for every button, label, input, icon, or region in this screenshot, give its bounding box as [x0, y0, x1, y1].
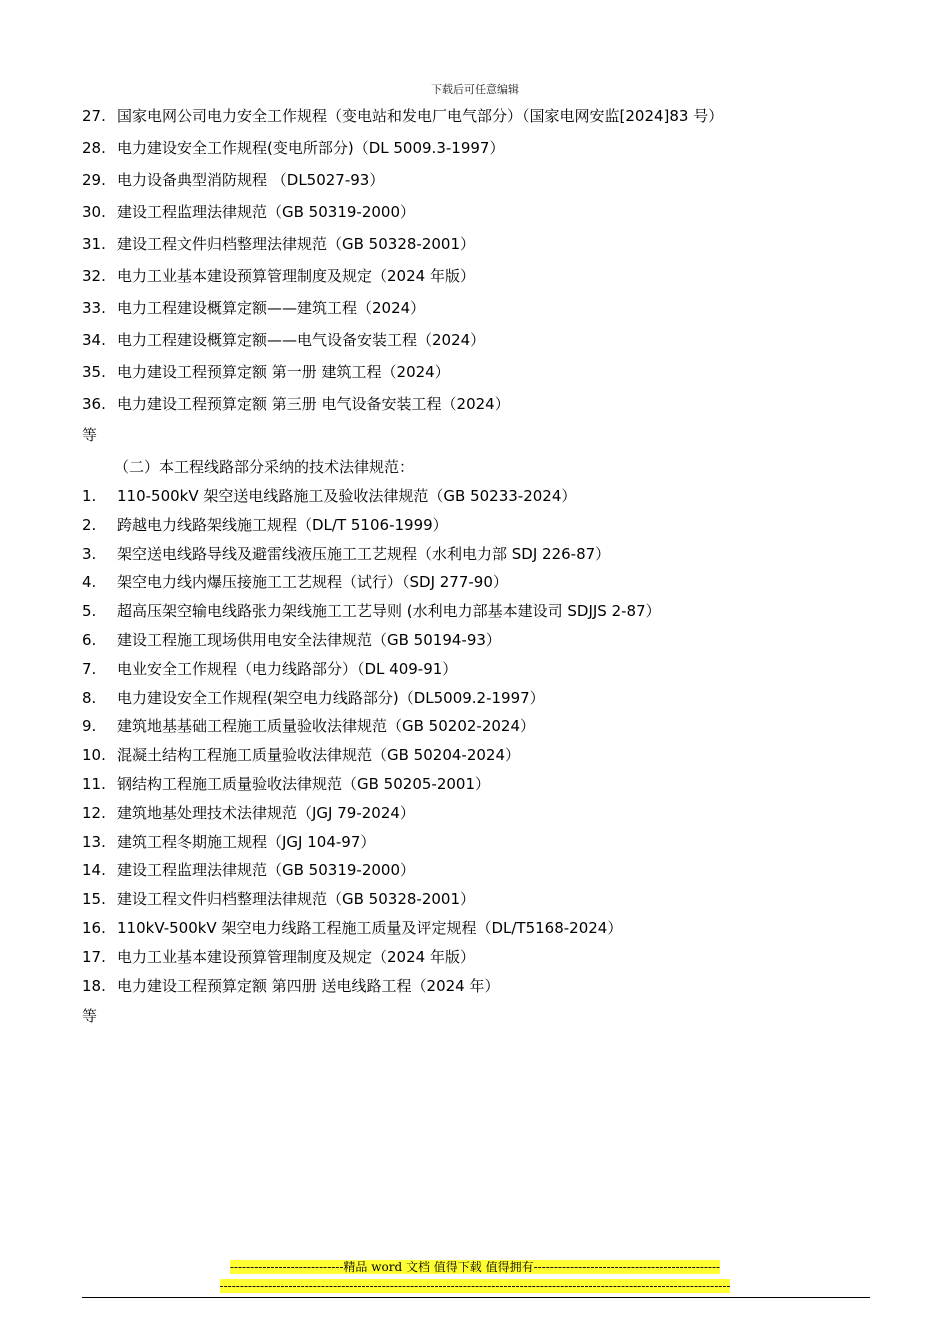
item-number: 34. [82, 331, 106, 349]
item-text: 电力建设工程预算定额 第三册 电气设备安装工程（2024） [117, 395, 510, 413]
item-text: 建设工程监理法律规范（GB 50319-2000） [117, 203, 415, 221]
list-item [82, 200, 723, 232]
item-number: 5. [82, 602, 97, 621]
list-item [82, 772, 661, 801]
list-item [82, 264, 723, 296]
list-tail-etc: 等 [82, 1007, 98, 1025]
footer-dashes [0, 1278, 950, 1295]
item-text: 混凝土结构工程施工质量验收法律规范（GB 50204-2024） [117, 746, 520, 765]
list-item [82, 542, 661, 571]
item-number: 9. [82, 717, 97, 736]
item-text: 建设工程监理法律规范（GB 50319-2000） [117, 861, 415, 880]
item-text: 架空送电线路导线及避雷线液压施工工艺规程（水利电力部 SDJ 226-87） [117, 544, 611, 563]
item-text: 架空电力线内爆压接施工工艺规程（试行）（SDJ 277-90） [117, 573, 508, 592]
item-number: 13. [82, 832, 106, 851]
item-number: 14. [82, 861, 106, 880]
list-item [82, 945, 661, 974]
footer-dashes-text: ------------------------------------------------------------------------------------------------------------------------------ [219, 1279, 731, 1293]
item-text: 建设工程施工现场供用电安全法律规范（GB 50194-93） [117, 630, 501, 649]
item-text: 钢结构工程施工质量验收法律规范（GB 50205-2001） [117, 774, 490, 793]
list-item [82, 887, 661, 916]
list-item [82, 916, 661, 945]
item-text: 电力工业基本建设预算管理制度及规定（2024 年版） [117, 947, 475, 966]
item-text: 电业安全工作规程（电力线路部分）（DL 409-91） [117, 659, 458, 678]
list-item [82, 136, 723, 168]
item-number: 7. [82, 659, 97, 678]
item-number: 29. [82, 171, 106, 189]
list-item [82, 714, 661, 743]
list-item [82, 168, 723, 200]
item-number: 32. [82, 267, 106, 285]
item-number: 18. [82, 976, 106, 995]
item-text: 电力工程建设概算定额——电气设备安装工程（2024） [117, 331, 486, 349]
item-text: 110-500kV 架空送电线路施工及验收法律规范（GB 50233-2024） [117, 487, 577, 505]
list-item [82, 686, 661, 715]
item-text: 电力建设工程预算定额 第一册 建筑工程（2024） [117, 363, 450, 381]
list-item [82, 513, 661, 542]
item-number: 16. [82, 918, 106, 937]
standards-list-line [82, 484, 661, 1002]
item-text: 电力设备典型消防规程 （DL5027-93） [117, 171, 385, 189]
item-number: 4. [82, 573, 97, 592]
list-item [82, 296, 723, 328]
item-text: 电力工程建设概算定额——建筑工程（2024） [117, 299, 426, 317]
item-number: 33. [82, 299, 106, 317]
list-item [82, 830, 661, 859]
item-number: 2. [82, 515, 97, 534]
page-header: 下载后可任意编辑 [431, 83, 519, 96]
item-text: 超高压架空输电线路张力架线施工工艺导则 (水利电力部基本建设司 SDJJS 2-87） [117, 602, 661, 621]
item-text: 电力建设工程预算定额 第四册 送电线路工程（2024 年） [117, 976, 500, 995]
list-item [82, 570, 661, 599]
item-number: 11. [82, 774, 106, 793]
item-text: 建筑工程冬期施工规程（JGJ 104-97） [117, 832, 376, 851]
item-number: 17. [82, 947, 106, 966]
item-text: 建筑地基处理技术法律规范（JGJ 79-2024） [117, 803, 415, 822]
item-number: 36. [82, 395, 106, 413]
section-heading-line-standards: （二）本工程线路部分采纳的技术法律规范： [114, 458, 415, 476]
item-number: 8. [82, 688, 97, 707]
list-item [82, 743, 661, 772]
item-number: 27. [82, 107, 106, 125]
item-number: 28. [82, 139, 106, 157]
list-item [82, 232, 723, 264]
item-text: 110kV-500kV 架空电力线路工程施工质量及评定规程（DL/T5168-2024） [117, 918, 623, 937]
list-item [82, 484, 661, 513]
item-number: 35. [82, 363, 106, 381]
item-text: 建设工程文件归档整理法律规范（GB 50328-2001） [117, 235, 475, 253]
list-tail-etc: 等 [82, 426, 98, 444]
item-number: 10. [82, 746, 106, 765]
item-number: 1. [82, 487, 97, 505]
footer-banner [0, 1259, 950, 1276]
item-number: 12. [82, 803, 106, 822]
list-item [82, 657, 661, 686]
list-item [82, 628, 661, 657]
item-text: 建筑地基基础工程施工质量验收法律规范（GB 50202-2024） [117, 717, 535, 736]
footer-banner-text: ----------------------------精品 word 文档 值得下载 值得拥有---------------------------------------------- [229, 1260, 721, 1274]
footer-rule [82, 1297, 870, 1298]
item-text: 电力工业基本建设预算管理制度及规定（2024 年版） [117, 267, 475, 285]
item-text: 跨越电力线路架线施工规程（DL/T 5106-1999） [117, 515, 448, 534]
item-text: 国家电网公司电力安全工作规程（变电站和发电厂电气部分）（国家电网安监[2024]83 号） [117, 107, 724, 125]
item-text: 电力建设安全工作规程(变电所部分)（DL 5009.3-1997） [117, 139, 505, 157]
list-item [82, 392, 723, 424]
item-number: 30. [82, 203, 106, 221]
item-number: 6. [82, 630, 97, 649]
list-item [82, 858, 661, 887]
list-item [82, 974, 661, 1003]
item-text: 电力建设安全工作规程(架空电力线路部分)（DL5009.2-1997） [117, 688, 545, 707]
standards-list-substation [82, 104, 723, 424]
list-item [82, 599, 661, 628]
item-number: 15. [82, 890, 106, 909]
item-text: 建设工程文件归档整理法律规范（GB 50328-2001） [117, 890, 475, 909]
list-item [82, 360, 723, 392]
list-item [82, 328, 723, 360]
list-item [82, 104, 723, 136]
item-number: 3. [82, 544, 97, 563]
list-item [82, 801, 661, 830]
item-number: 31. [82, 235, 106, 253]
